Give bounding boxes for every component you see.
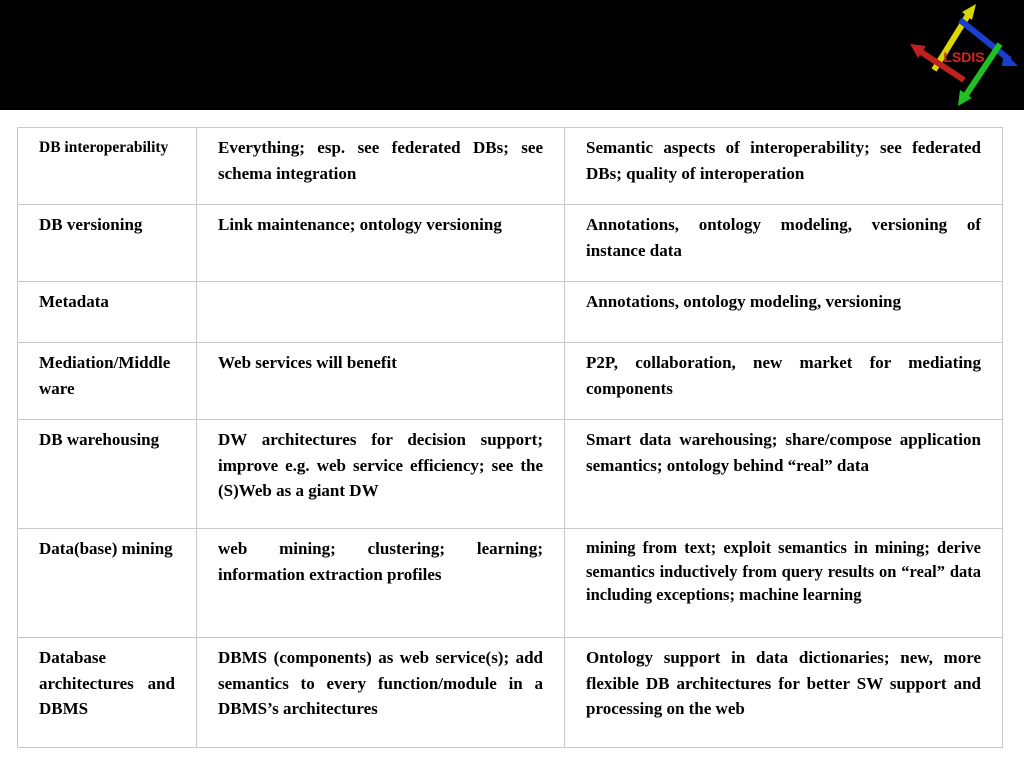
- lsdis-logo: [904, 0, 1024, 110]
- topic-cell: Database architectures and DBMS: [18, 638, 197, 748]
- header-bar: [0, 0, 1024, 110]
- content-table-container: [17, 127, 999, 748]
- topic-cell: Data(base) mining: [18, 529, 197, 638]
- db-contribution-cell: mining from text; exploit semantics in mining; derive semantics inductively from query results on “real” data including exceptions; machine learning: [565, 529, 1003, 638]
- lsdis-arrows-logo-icon: [904, 0, 1024, 110]
- table-row: [18, 638, 1003, 748]
- topic-cell: DB interoperability: [18, 128, 197, 205]
- sw-effect-cell: Everything; esp. see federated DBs; see schema integration: [197, 128, 565, 205]
- db-contribution-cell: P2P, collaboration, new market for mediating components: [565, 343, 1003, 420]
- sw-effect-cell: DW architectures for decision support; improve e.g. web service efficiency; see the (S)Web as a giant DW: [197, 420, 565, 529]
- sw-effect-cell: Link maintenance; ontology versioning: [197, 205, 565, 282]
- db-contribution-cell: Smart data warehousing; share/compose application semantics; ontology behind “real” data: [565, 420, 1003, 529]
- db-contribution-cell: Annotations, ontology modeling, versioning: [565, 282, 1003, 343]
- topic-cell: Metadata: [18, 282, 197, 343]
- sw-effect-cell: web mining; clustering; learning; information extraction profiles: [197, 529, 565, 638]
- table-row: [18, 420, 1003, 529]
- sw-effect-cell: DBMS (components) as web service(s); add semantics to every function/module in a DBMS’s architectures: [197, 638, 565, 748]
- sw-effect-cell: [197, 282, 565, 343]
- topic-cell: DB warehousing: [18, 420, 197, 529]
- table-row: [18, 128, 1003, 205]
- db-contribution-cell: Annotations, ontology modeling, versioning of instance data: [565, 205, 1003, 282]
- table-row: [18, 343, 1003, 420]
- db-contribution-cell: Ontology support in data dictionaries; new, more flexible DB architectures for better SW support and processing on the web: [565, 638, 1003, 748]
- table-row: [18, 282, 1003, 343]
- table-row: [18, 529, 1003, 638]
- topic-cell: Mediation/Middleware: [18, 343, 197, 420]
- sw-effect-cell: Web services will benefit: [197, 343, 565, 420]
- topic-cell: DB versioning: [18, 205, 197, 282]
- semantic-web-db-table: [17, 127, 1003, 748]
- table-row: [18, 205, 1003, 282]
- db-contribution-cell: Semantic aspects of interoperability; see federated DBs; quality of interoperation: [565, 128, 1003, 205]
- logo-text: LSDIS: [943, 49, 985, 65]
